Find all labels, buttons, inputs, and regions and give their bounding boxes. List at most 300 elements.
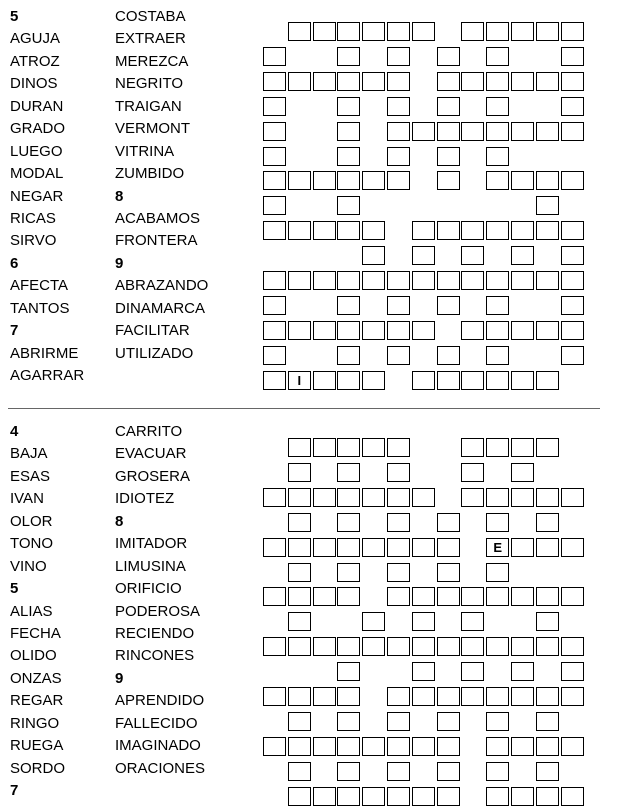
grid-cell[interactable]	[387, 171, 410, 190]
grid-cell[interactable]	[437, 97, 460, 116]
grid-cell[interactable]	[486, 72, 509, 91]
grid-cell[interactable]	[536, 196, 559, 215]
grid-cell[interactable]	[362, 321, 385, 340]
grid-cell-given-letter[interactable]: I	[288, 371, 311, 390]
grid-cell[interactable]	[461, 221, 484, 240]
grid-cell[interactable]	[561, 346, 584, 365]
grid-cell[interactable]	[337, 271, 360, 290]
grid-cell[interactable]	[337, 463, 360, 482]
grid-cell[interactable]	[263, 687, 286, 706]
grid-cell[interactable]	[486, 22, 509, 41]
grid-cell[interactable]	[561, 72, 584, 91]
grid-cell[interactable]	[536, 762, 559, 781]
grid-cell[interactable]	[387, 271, 410, 290]
grid-cell[interactable]	[337, 637, 360, 656]
grid-cell[interactable]	[486, 737, 509, 756]
grid-cell[interactable]	[486, 97, 509, 116]
grid-cell[interactable]	[536, 488, 559, 507]
word-list-item: UTILIZADO	[115, 344, 194, 362]
grid-cell[interactable]	[536, 271, 559, 290]
grid-cell[interactable]	[362, 538, 385, 557]
grid-cell[interactable]	[362, 612, 385, 631]
grid-cell[interactable]	[412, 538, 435, 557]
grid-cell[interactable]	[263, 321, 286, 340]
grid-cell[interactable]	[511, 587, 534, 606]
grid-cell[interactable]	[511, 271, 534, 290]
grid-cell[interactable]	[511, 488, 534, 507]
grid-cell[interactable]	[387, 463, 410, 482]
word-list-item: FECHA	[10, 624, 61, 642]
grid-cell[interactable]	[536, 538, 559, 557]
grid-cell[interactable]	[337, 22, 360, 41]
grid-cell[interactable]	[288, 687, 311, 706]
word-list-item: RICAS	[10, 209, 56, 227]
grid-cell[interactable]	[461, 662, 484, 681]
grid-cell[interactable]	[561, 587, 584, 606]
grid-cell[interactable]	[412, 246, 435, 265]
grid-cell[interactable]	[337, 346, 360, 365]
word-list-item: TONO	[10, 535, 54, 553]
grid-cell[interactable]	[288, 171, 311, 190]
grid-cell[interactable]	[288, 221, 311, 240]
grid-cell[interactable]	[263, 538, 286, 557]
grid-cell[interactable]	[337, 296, 360, 315]
word-list-item: NEGRITO	[115, 75, 184, 93]
grid-cell[interactable]	[536, 612, 559, 631]
grid-cell[interactable]	[511, 72, 534, 91]
grid-cell[interactable]	[263, 637, 286, 656]
grid-cell[interactable]	[486, 687, 509, 706]
grid-cell[interactable]	[387, 321, 410, 340]
word-list-item: IVAN	[10, 490, 44, 508]
grid-cell[interactable]	[288, 762, 311, 781]
grid-cell[interactable]	[263, 147, 286, 166]
grid-cell[interactable]	[288, 513, 311, 532]
grid-cell[interactable]	[263, 587, 286, 606]
word-list-item: RUEGA	[10, 737, 64, 755]
word-list-item: DURAN	[10, 97, 64, 115]
grid-cell[interactable]	[412, 662, 435, 681]
grid-cell[interactable]	[362, 637, 385, 656]
grid-cell[interactable]	[536, 637, 559, 656]
grid-cell[interactable]	[536, 221, 559, 240]
grid-cell[interactable]	[263, 47, 286, 66]
word-list-item: CARRITO	[115, 423, 183, 440]
grid-cell[interactable]	[536, 22, 559, 41]
grid-cell[interactable]	[486, 296, 509, 315]
grid-cell[interactable]	[387, 488, 410, 507]
grid-cell[interactable]	[511, 246, 534, 265]
grid-cell[interactable]	[511, 371, 534, 390]
grid-cell-given-letter[interactable]: E	[486, 538, 509, 557]
grid-cell[interactable]	[486, 371, 509, 390]
word-list-item: APRENDIDO	[115, 692, 205, 710]
grid-cell[interactable]	[412, 22, 435, 41]
grid-cell[interactable]	[288, 637, 311, 656]
word-list-item: AGUJA	[10, 30, 61, 48]
grid-cell[interactable]	[536, 122, 559, 141]
grid-cell[interactable]	[412, 371, 435, 390]
grid-cell[interactable]	[461, 371, 484, 390]
grid-cell[interactable]	[263, 196, 286, 215]
grid-cell[interactable]	[387, 563, 410, 582]
grid-cell[interactable]	[461, 321, 484, 340]
grid-cell[interactable]	[486, 122, 509, 141]
grid-cell[interactable]	[461, 637, 484, 656]
grid-cell[interactable]	[263, 346, 286, 365]
grid-cell[interactable]	[387, 637, 410, 656]
grid-cell[interactable]	[486, 637, 509, 656]
grid-cell[interactable]	[412, 787, 435, 806]
grid-cell[interactable]	[437, 271, 460, 290]
grid-cell[interactable]	[362, 271, 385, 290]
grid-cell[interactable]	[461, 122, 484, 141]
grid-cell[interactable]	[362, 22, 385, 41]
grid-cell[interactable]	[461, 271, 484, 290]
grid-cell[interactable]	[288, 321, 311, 340]
grid-cell[interactable]	[437, 587, 460, 606]
grid-cell[interactable]	[437, 47, 460, 66]
grid-cell[interactable]	[461, 587, 484, 606]
word-list-column	[115, 421, 205, 780]
grid-cell[interactable]	[412, 321, 435, 340]
word-list-item: ORACIONES	[115, 759, 206, 777]
word-length-heading: 4	[10, 423, 19, 440]
word-length-heading: 7	[10, 322, 19, 340]
grid-cell[interactable]	[387, 47, 410, 66]
grid-cell[interactable]	[337, 587, 360, 606]
grid-cell[interactable]	[288, 538, 311, 557]
grid-cell[interactable]	[263, 296, 286, 315]
grid-cell[interactable]	[461, 463, 484, 482]
grid-cell[interactable]	[461, 72, 484, 91]
puzzle-2	[0, 414, 622, 812]
grid-cell[interactable]	[313, 538, 336, 557]
grid-cell[interactable]	[437, 687, 460, 706]
grid-cell[interactable]	[511, 737, 534, 756]
word-list-item: FRONTERA	[115, 232, 198, 250]
grid-cell[interactable]	[313, 438, 336, 457]
grid-cell[interactable]	[288, 488, 311, 507]
grid-cell[interactable]	[263, 371, 286, 390]
grid-cell[interactable]	[511, 22, 534, 41]
grid-cell[interactable]	[288, 563, 311, 582]
puzzle-1	[0, 0, 622, 405]
grid-cell[interactable]	[337, 712, 360, 731]
grid-cell[interactable]	[412, 687, 435, 706]
grid-cell[interactable]	[536, 438, 559, 457]
grid-cell[interactable]	[561, 737, 584, 756]
grid-cell[interactable]	[263, 488, 286, 507]
grid-cell[interactable]	[561, 246, 584, 265]
grid-cell[interactable]	[437, 346, 460, 365]
word-list-item: VITRINA	[115, 142, 175, 160]
word-list-item: IMAGINADO	[115, 737, 201, 755]
grid-cell[interactable]	[561, 637, 584, 656]
grid-cell[interactable]	[511, 122, 534, 141]
grid-cell[interactable]	[511, 538, 534, 557]
grid-cell[interactable]	[288, 271, 311, 290]
grid-cell[interactable]	[313, 321, 336, 340]
grid-cell[interactable]	[288, 72, 311, 91]
grid-cell[interactable]	[561, 221, 584, 240]
grid-cell[interactable]	[511, 662, 534, 681]
grid-cell[interactable]	[511, 463, 534, 482]
word-list-item: REGAR	[10, 692, 64, 710]
grid-cell[interactable]	[536, 371, 559, 390]
grid-cell[interactable]	[437, 72, 460, 91]
word-list-item: COSTABA	[115, 8, 186, 25]
grid-cell[interactable]	[561, 271, 584, 290]
grid-cell[interactable]	[486, 587, 509, 606]
grid-cell[interactable]	[437, 296, 460, 315]
grid-cell[interactable]	[486, 563, 509, 582]
word-length-heading: 9	[115, 254, 124, 272]
grid-cell[interactable]	[337, 787, 360, 806]
grid-cell[interactable]	[387, 513, 410, 532]
grid-cell[interactable]	[461, 246, 484, 265]
grid-cell[interactable]	[412, 221, 435, 240]
grid-cell[interactable]	[288, 22, 311, 41]
grid-cell[interactable]	[313, 171, 336, 190]
grid-cell[interactable]	[313, 488, 336, 507]
grid-cell[interactable]	[536, 321, 559, 340]
grid-cell[interactable]	[486, 346, 509, 365]
grid-cell[interactable]	[536, 72, 559, 91]
grid-cell[interactable]	[412, 637, 435, 656]
grid-cell[interactable]	[536, 687, 559, 706]
grid-cell[interactable]	[511, 171, 534, 190]
grid-cell[interactable]	[412, 587, 435, 606]
grid-cell[interactable]	[337, 737, 360, 756]
word-list-item: RINCONES	[115, 647, 195, 665]
grid-cell[interactable]	[561, 538, 584, 557]
grid-cell[interactable]	[486, 513, 509, 532]
grid-cell[interactable]	[437, 371, 460, 390]
word-list-column	[10, 421, 65, 802]
grid-cell[interactable]	[561, 662, 584, 681]
word-list-column	[10, 6, 84, 387]
word-list-item: AGARRAR	[10, 367, 85, 384]
grid-cell[interactable]	[362, 438, 385, 457]
word-list-item: ZUMBIDO	[115, 165, 185, 183]
grid-cell[interactable]	[288, 438, 311, 457]
grid-cell[interactable]	[337, 122, 360, 141]
grid-cell[interactable]	[313, 221, 336, 240]
grid-cell[interactable]	[288, 787, 311, 806]
grid-cell[interactable]	[337, 97, 360, 116]
grid-cell[interactable]	[362, 737, 385, 756]
grid-cell[interactable]	[486, 438, 509, 457]
grid-cell[interactable]	[313, 271, 336, 290]
grid-cell[interactable]	[313, 787, 336, 806]
grid-cell[interactable]	[511, 221, 534, 240]
grid-cell[interactable]	[536, 171, 559, 190]
grid-cell[interactable]	[387, 737, 410, 756]
grid-cell[interactable]	[486, 321, 509, 340]
word-length-heading: 5	[10, 580, 19, 598]
grid-cell[interactable]	[313, 637, 336, 656]
grid-cell[interactable]	[387, 22, 410, 41]
grid-cell[interactable]	[387, 538, 410, 557]
grid-cell[interactable]	[263, 72, 286, 91]
grid-cell[interactable]	[313, 737, 336, 756]
grid-cell[interactable]	[511, 687, 534, 706]
grid-cell[interactable]	[337, 321, 360, 340]
grid-cell[interactable]	[337, 662, 360, 681]
grid-cell[interactable]	[337, 221, 360, 240]
grid-cell[interactable]	[362, 371, 385, 390]
word-list-item: DINOS	[10, 75, 58, 93]
word-list-column	[115, 6, 208, 365]
grid-cell[interactable]	[362, 246, 385, 265]
grid-cell[interactable]	[561, 122, 584, 141]
grid-cell[interactable]	[362, 488, 385, 507]
grid-cell[interactable]	[387, 438, 410, 457]
grid-cell[interactable]	[561, 22, 584, 41]
grid-cell[interactable]	[486, 488, 509, 507]
grid-cell[interactable]	[437, 513, 460, 532]
grid-cell[interactable]	[486, 712, 509, 731]
grid-cell[interactable]	[437, 147, 460, 166]
grid-cell[interactable]	[461, 438, 484, 457]
grid-cell[interactable]	[561, 321, 584, 340]
grid-cell[interactable]	[387, 147, 410, 166]
grid-cell[interactable]	[486, 147, 509, 166]
grid-cell[interactable]	[362, 787, 385, 806]
grid-cell[interactable]	[337, 563, 360, 582]
grid-cell[interactable]	[561, 488, 584, 507]
grid-cell[interactable]	[313, 687, 336, 706]
grid-cell[interactable]	[412, 488, 435, 507]
grid-cell[interactable]	[362, 221, 385, 240]
grid-cell[interactable]	[486, 221, 509, 240]
grid-cell[interactable]	[412, 612, 435, 631]
grid-cell[interactable]	[313, 587, 336, 606]
grid-cell[interactable]	[387, 346, 410, 365]
grid-cell[interactable]	[511, 787, 534, 806]
grid-cell[interactable]	[288, 712, 311, 731]
grid-cell[interactable]	[536, 737, 559, 756]
grid-cell[interactable]	[263, 271, 286, 290]
grid-cell[interactable]	[362, 72, 385, 91]
grid-cell[interactable]	[461, 22, 484, 41]
grid-cell[interactable]	[387, 296, 410, 315]
grid-cell[interactable]	[387, 687, 410, 706]
grid-cell[interactable]	[387, 97, 410, 116]
grid-cell[interactable]	[536, 712, 559, 731]
grid-cell[interactable]	[263, 122, 286, 141]
grid-cell[interactable]	[387, 762, 410, 781]
grid-cell[interactable]	[313, 371, 336, 390]
grid-cell[interactable]	[337, 196, 360, 215]
grid-cell[interactable]	[437, 762, 460, 781]
grid-cell[interactable]	[387, 72, 410, 91]
grid-cell[interactable]	[387, 787, 410, 806]
word-length-heading: 5	[10, 8, 19, 25]
grid-cell[interactable]	[387, 122, 410, 141]
grid-cell[interactable]	[437, 221, 460, 240]
grid-cell[interactable]	[437, 737, 460, 756]
grid-cell[interactable]	[337, 47, 360, 66]
grid-cell[interactable]	[561, 296, 584, 315]
grid-cell[interactable]	[486, 762, 509, 781]
grid-cell[interactable]	[337, 72, 360, 91]
grid-cell[interactable]	[461, 612, 484, 631]
grid-cell[interactable]	[337, 538, 360, 557]
grid-cell[interactable]	[263, 737, 286, 756]
grid-cell[interactable]	[337, 762, 360, 781]
grid-cell[interactable]	[337, 687, 360, 706]
grid-cell[interactable]	[486, 787, 509, 806]
grid-cell[interactable]	[461, 488, 484, 507]
word-list-item: ABRAZANDO	[115, 277, 209, 295]
grid-cell[interactable]	[437, 563, 460, 582]
grid-cell[interactable]	[561, 97, 584, 116]
grid-cell[interactable]	[536, 587, 559, 606]
grid-cell[interactable]	[486, 47, 509, 66]
grid-cell[interactable]	[412, 122, 435, 141]
grid-cell[interactable]	[387, 712, 410, 731]
grid-cell[interactable]	[288, 737, 311, 756]
grid-cell[interactable]	[313, 72, 336, 91]
word-list-item: AFECTA	[10, 277, 69, 295]
grid-cell[interactable]	[461, 687, 484, 706]
grid-cell[interactable]	[561, 687, 584, 706]
grid-cell[interactable]	[337, 371, 360, 390]
grid-cell[interactable]	[263, 221, 286, 240]
grid-cell[interactable]	[437, 787, 460, 806]
grid-cell[interactable]	[288, 612, 311, 631]
grid-cell[interactable]	[412, 271, 435, 290]
grid-cell[interactable]	[412, 737, 435, 756]
word-list-item: VERMONT	[115, 120, 190, 138]
grid-cell[interactable]	[536, 787, 559, 806]
grid-cell[interactable]	[437, 712, 460, 731]
grid-cell[interactable]	[337, 438, 360, 457]
grid-cell[interactable]	[288, 587, 311, 606]
grid-cell[interactable]	[387, 587, 410, 606]
grid-cell[interactable]	[511, 321, 534, 340]
grid-cell[interactable]	[337, 171, 360, 190]
grid-cell[interactable]	[437, 122, 460, 141]
grid-cell[interactable]	[263, 171, 286, 190]
grid-cell[interactable]	[511, 637, 534, 656]
grid-cell[interactable]	[337, 513, 360, 532]
grid-cell[interactable]	[437, 171, 460, 190]
grid-cell[interactable]	[288, 463, 311, 482]
grid-cell[interactable]	[486, 271, 509, 290]
grid-cell[interactable]	[362, 171, 385, 190]
word-list-item: PODEROSA	[115, 602, 201, 620]
word-list-item: RINGO	[10, 714, 60, 732]
grid-cell[interactable]	[437, 637, 460, 656]
grid-cell[interactable]	[337, 147, 360, 166]
grid-cell[interactable]	[437, 538, 460, 557]
word-list-item: OLIDO	[10, 647, 57, 665]
word-list-item: SIRVO	[10, 232, 57, 250]
grid-cell[interactable]	[486, 171, 509, 190]
grid-cell[interactable]	[337, 488, 360, 507]
word-length-heading: 6	[10, 254, 19, 272]
grid-cell[interactable]	[561, 47, 584, 66]
grid-cell[interactable]	[511, 438, 534, 457]
grid-cell[interactable]	[263, 97, 286, 116]
grid-cell[interactable]	[536, 513, 559, 532]
grid-cell[interactable]	[313, 22, 336, 41]
grid-cell[interactable]	[561, 171, 584, 190]
grid-cell[interactable]	[561, 787, 584, 806]
